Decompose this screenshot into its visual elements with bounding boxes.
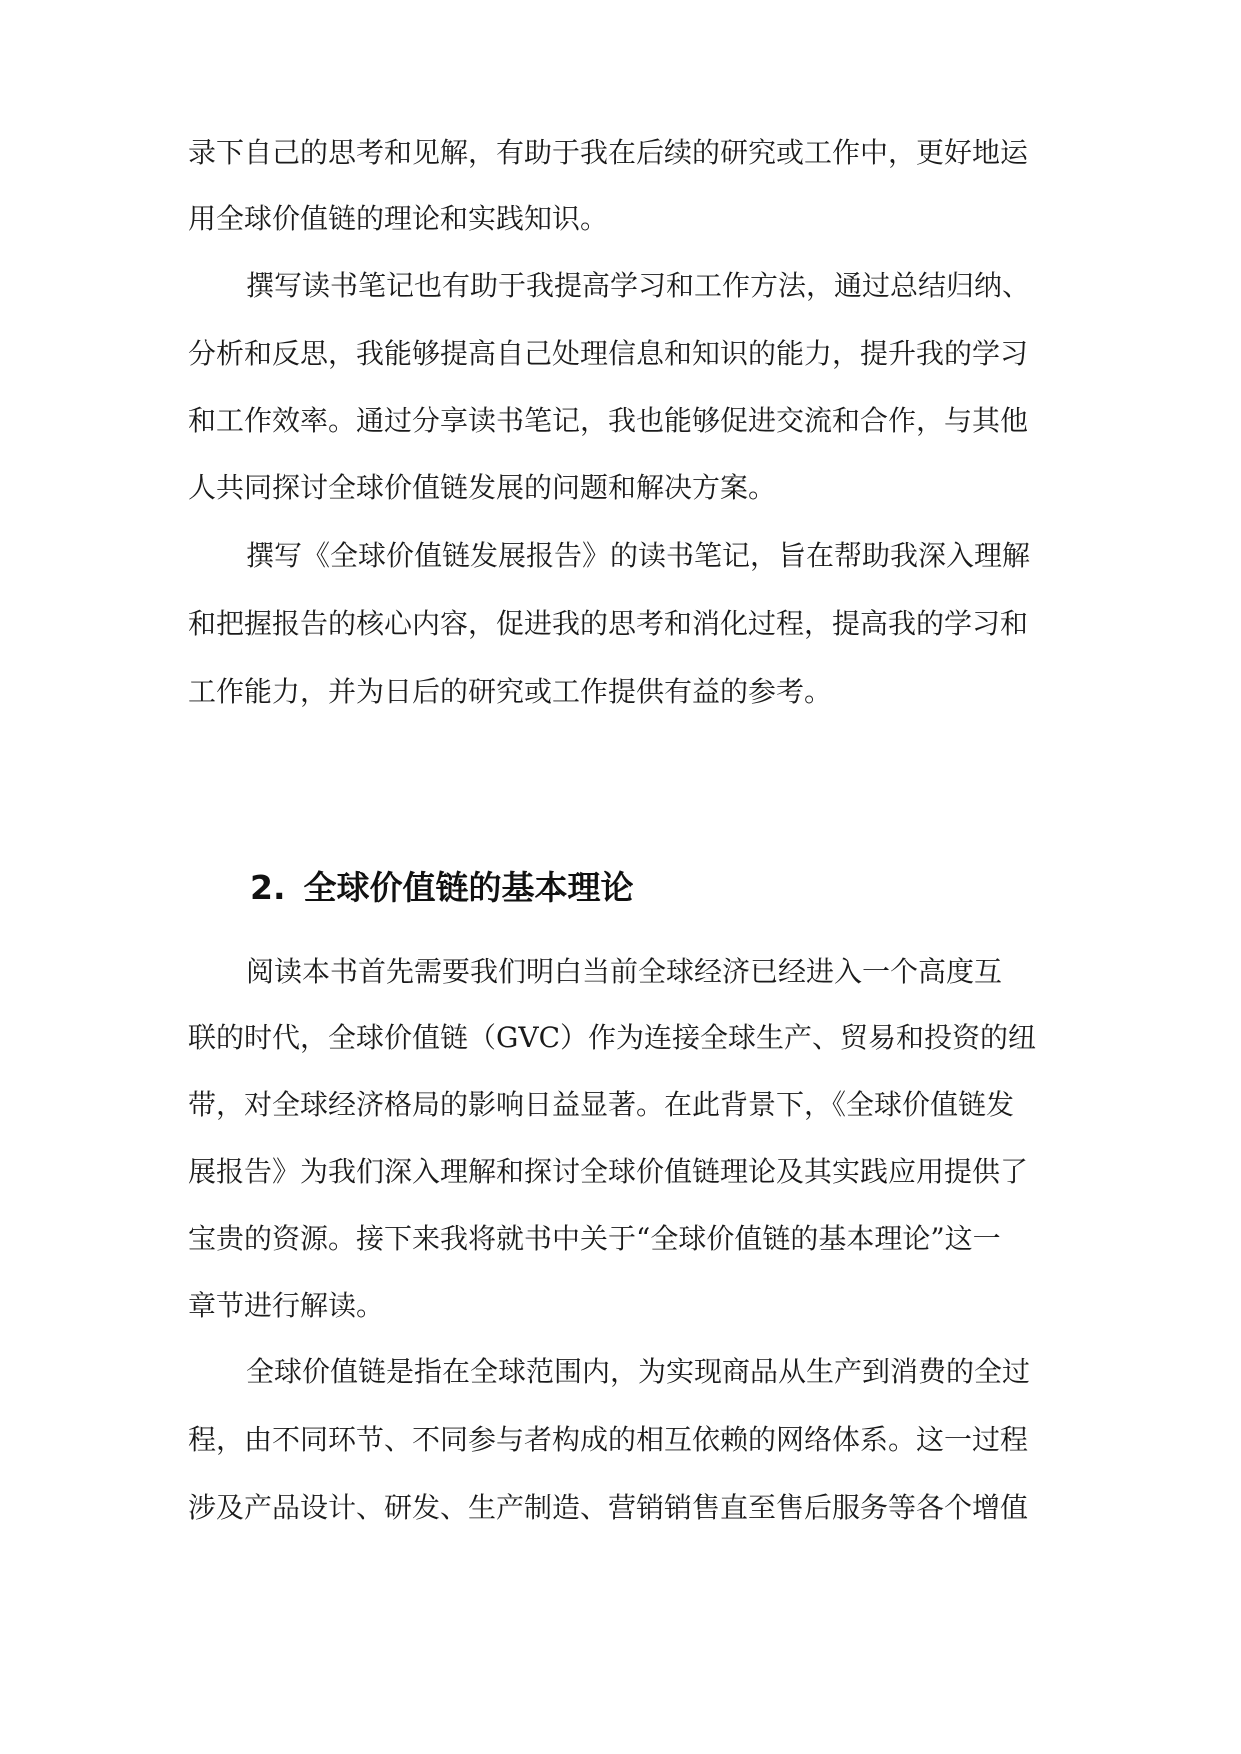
paragraph-5-line-1: 全球价值链是指在全球范围内，为实现商品从生产到消费的全过	[246, 1355, 1031, 1388]
paragraph-2-line-4: 人共同探讨全球价值链发展的问题和解决方案。	[188, 471, 777, 504]
paragraph-1-line-2: 用全球价值链的理论和实践知识。	[188, 202, 609, 235]
paragraph-4-line-2: 联的时代，全球价值链（GVC）作为连接全球生产、贸易和投资的纽	[188, 1021, 1037, 1054]
paragraph-5-line-2: 程，由不同环节、不同参与者构成的相互依赖的网络体系。这一过程	[188, 1423, 1029, 1456]
paragraph-2-line-2: 分析和反思，我能够提高自己处理信息和知识的能力，提升我的学习	[188, 337, 1029, 370]
paragraph-1-line-1: 录下自己的思考和见解，有助于我在后续的研究或工作中，更好地运	[188, 136, 1029, 169]
paragraph-5-line-3: 涉及产品设计、研发、生产制造、营销销售直至售后服务等各个增值	[188, 1491, 1029, 1524]
paragraph-4-line-5: 宝贵的资源。接下来我将就书中关于“全球价值链的基本理论”这一	[188, 1222, 1001, 1255]
paragraph-4-line-3: 带，对全球经济格局的影响日益显著。在此背景下，《全球价值链发	[188, 1088, 1015, 1121]
paragraph-3-line-2: 和把握报告的核心内容，促进我的思考和消化过程，提高我的学习和	[188, 607, 1029, 640]
section-title: 全球价值链的基本理论	[303, 868, 634, 907]
paragraph-4-line-6: 章节进行解读。	[188, 1289, 385, 1322]
paragraph-2-line-1: 撰写读书笔记也有助于我提高学习和工作方法，通过总结归纳、	[246, 269, 1031, 302]
paragraph-3-line-3: 工作能力，并为日后的研究或工作提供有益的参考。	[188, 675, 833, 708]
paragraph-4-line-4: 展报告》为我们深入理解和探讨全球价值链理论及其实践应用提供了	[188, 1155, 1029, 1188]
paragraph-4-line-1: 阅读本书首先需要我们明白当前全球经济已经进入一个高度互	[246, 955, 1003, 988]
paragraph-3-line-1: 撰写《全球价值链发展报告》的读书笔记，旨在帮助我深入理解	[246, 539, 1031, 572]
paragraph-2-line-3: 和工作效率。通过分享读书笔记，我也能够促进交流和合作，与其他	[188, 404, 1029, 437]
section-number: 2.	[250, 868, 286, 907]
section-heading	[250, 866, 634, 910]
